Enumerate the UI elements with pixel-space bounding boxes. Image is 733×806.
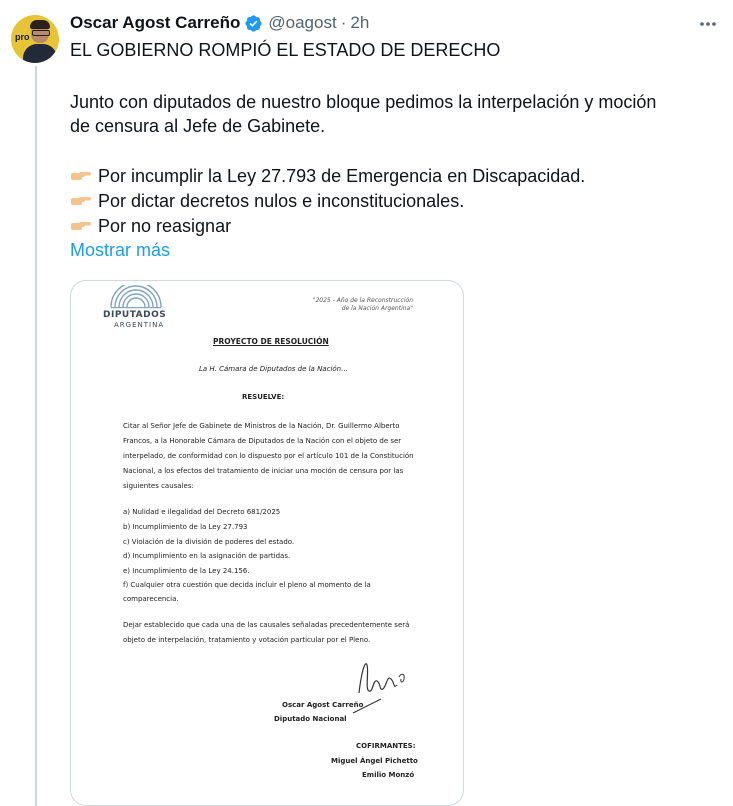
cofirmantes-label: COFIRMANTES: <box>356 742 416 750</box>
pointing-hand-icon <box>70 191 92 209</box>
more-options-icon[interactable] <box>696 14 720 34</box>
body-line: interpelado, de conformidad con lo dispuesto por el artículo 101 de la Constitución <box>123 452 414 460</box>
body-line: Francos, a la Honorable Cámara de Diputados de la Nación con el objeto de ser <box>123 437 402 445</box>
bullet-text: Por no reasignar <box>98 216 232 236</box>
causal-item: c) Violación de la división de poderes del estado. <box>123 538 295 546</box>
pointing-hand-icon <box>70 166 92 184</box>
body-line: Nacional, a los efectos del tratamiento de iniciar una moción de censura por las <box>123 467 404 475</box>
org-name: DIPUTADOS <box>103 310 167 320</box>
tweet-text-line: de censura al Jefe de Gabinete. <box>70 116 326 136</box>
thread-line <box>35 66 37 806</box>
bullet-text: Por incumplir la Ley 27.793 de Emergencia en Discapacidad. <box>98 166 586 186</box>
causal-item: e) Incumplimiento de la Ley 24.156. <box>123 567 250 575</box>
resolution-document <box>71 281 463 805</box>
pointing-hand-icon <box>70 216 92 234</box>
tweet-text-line: Junto con diputados de nuestro bloque pedimos la interpelación y moción <box>70 92 657 112</box>
closing-line: objeto de interpelación, tratamiento y votación particular por el Pleno. <box>123 636 371 644</box>
attached-image[interactable] <box>70 280 464 806</box>
bullet-item <box>70 214 231 238</box>
author-handle[interactable]: @oagost <box>268 13 337 32</box>
tweet-headline: EL GOBIERNO ROMPIÓ EL ESTADO DE DERECHO <box>70 40 501 60</box>
org-country: ARGENTINA <box>114 321 165 329</box>
year-motto: de la Nación Argentina" <box>341 305 413 312</box>
document-title: PROYECTO DE RESOLUCIÓN <box>213 337 329 346</box>
timestamp[interactable]: 2h <box>350 13 370 32</box>
bullet-text: Por dictar decretos nulos e inconstitucionales. <box>98 191 465 211</box>
closing-line: Dejar establecido que cada una de las causales señaladas precedentemente será <box>123 621 410 629</box>
causal-item: d) Incumplimiento en la asignación de partidas. <box>123 552 291 560</box>
resuelve-heading: RESUELVE: <box>242 393 285 401</box>
avatar[interactable] <box>11 15 59 63</box>
year-motto: "2025 - Año de la Reconstrucción <box>312 297 413 304</box>
body-line: Citar al Señor Jefe de Gabinete de Ministros de la Nación, Dr. Guillermo Alberto <box>123 422 400 430</box>
tweet-header: Oscar Agost Carreño @oagost · 2h <box>70 13 370 32</box>
causal-item: f) Cualquier otra cuestión que decida incluir el pleno al momento de la <box>123 581 371 589</box>
bullet-item <box>70 164 585 188</box>
verified-badge-icon[interactable] <box>244 14 263 33</box>
avatar-party-label: pro <box>15 32 30 42</box>
author-name[interactable]: Oscar Agost Carreño <box>70 13 241 32</box>
body-line: siguientes causales: <box>123 482 194 490</box>
causal-item: a) Nulidad e ilegalidad del Decreto 681/2025 <box>123 508 281 516</box>
cofirmante-name: Emilio Monzó <box>362 771 415 779</box>
signer-role: Diputado Nacional <box>274 715 347 723</box>
causal-item: b) Incumplimiento de la Ley 27.793 <box>123 523 248 531</box>
bullet-item <box>70 189 464 213</box>
causal-item: comparecencia. <box>123 595 179 603</box>
show-more-link[interactable]: Mostrar más <box>70 240 171 260</box>
signer-name: Oscar Agost Carreño <box>282 701 364 709</box>
cofirmante-name: Miguel Ángel Pichetto <box>331 757 418 765</box>
chamber-line: La H. Cámara de Diputados de la Nación… <box>199 365 349 373</box>
